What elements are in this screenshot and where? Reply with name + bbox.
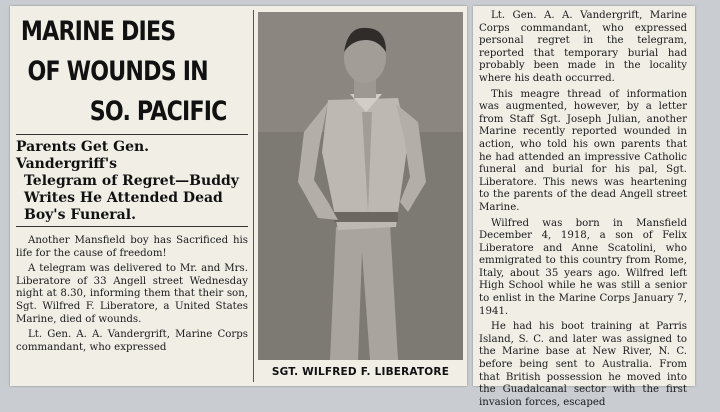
paragraph: This meagre thread of information was augmented, however, by a letter from Staff Sgt. Joseph Julian, another Marine recently reported wounded in action, who told his own parents that he had attended an impressive Catholic funeral and burial for his pal, Sgt. Liberatore. This news was heartening to the parents of the dead Angell street Marine. bbox=[479, 88, 687, 213]
article-clipping-right bbox=[473, 6, 695, 408]
headline-line: OF WOUNDS IN bbox=[27, 56, 208, 87]
subheadline-line: Parents Get Gen. Vandergriff's bbox=[16, 139, 150, 172]
divider bbox=[16, 226, 248, 227]
portrait-photo bbox=[258, 12, 463, 360]
photo-caption: SGT. WILFRED F. LIBERATORE bbox=[271, 366, 450, 378]
article-text-column bbox=[16, 12, 248, 357]
subheadline bbox=[16, 139, 248, 224]
paragraph: A telegram was delivered to Mr. and Mrs. Liberatore of 33 Angell street Wednesday night at 8.30, informing them that their son, Sgt. Wilfred F. Liberatore, a United States Marine, died of wounds. bbox=[16, 263, 248, 325]
headline-line: SO. PACIFIC bbox=[89, 96, 227, 127]
article-body-left bbox=[16, 235, 248, 354]
paragraph: He had his boot training at Parris Island, S. C. and later was assigned to the Marine base at New River, N. C. before being sent to Australia. From that British possession he moved into the Guadalcanal sector with the first invasion forces, escaped bbox=[479, 321, 687, 408]
subheadline-line: Boy's Funeral. bbox=[24, 207, 136, 223]
divider bbox=[16, 134, 248, 135]
column-rule bbox=[253, 10, 254, 382]
soldier-figure bbox=[258, 12, 463, 360]
subheadline-line: Writes He Attended Dead bbox=[24, 190, 223, 206]
article-body-right bbox=[479, 10, 687, 412]
headline-line: MARINE DIES bbox=[20, 16, 176, 47]
paragraph: Lt. Gen. A. A. Vandergrift, Marine Corps commandant, who expressed bbox=[16, 329, 248, 353]
paragraph: Wilfred was born in Mansfield December 4, 1918, a son of Felix Liberatore and Anne Scatolini, who emmigrated to this country from Rome, Italy, about 35 years ago. Wilfred left High School while he was still a senior to enlist in the Marine Corps January 7, 1941. bbox=[479, 217, 687, 317]
paragraph: Lt. Gen. A. A. Vandergrift, Marine Corps commandant, who expressed personal regret in the telegram, reported that temporary burial had probably been made in the locality where his death occurred. bbox=[479, 10, 687, 84]
paragraph: Another Mansfield boy has Sacrificed his life for the cause of freedom! bbox=[16, 235, 248, 259]
subheadline-line: Telegram of Regret—Buddy bbox=[24, 173, 239, 189]
article-clipping-left bbox=[10, 6, 467, 386]
headline bbox=[16, 12, 246, 132]
